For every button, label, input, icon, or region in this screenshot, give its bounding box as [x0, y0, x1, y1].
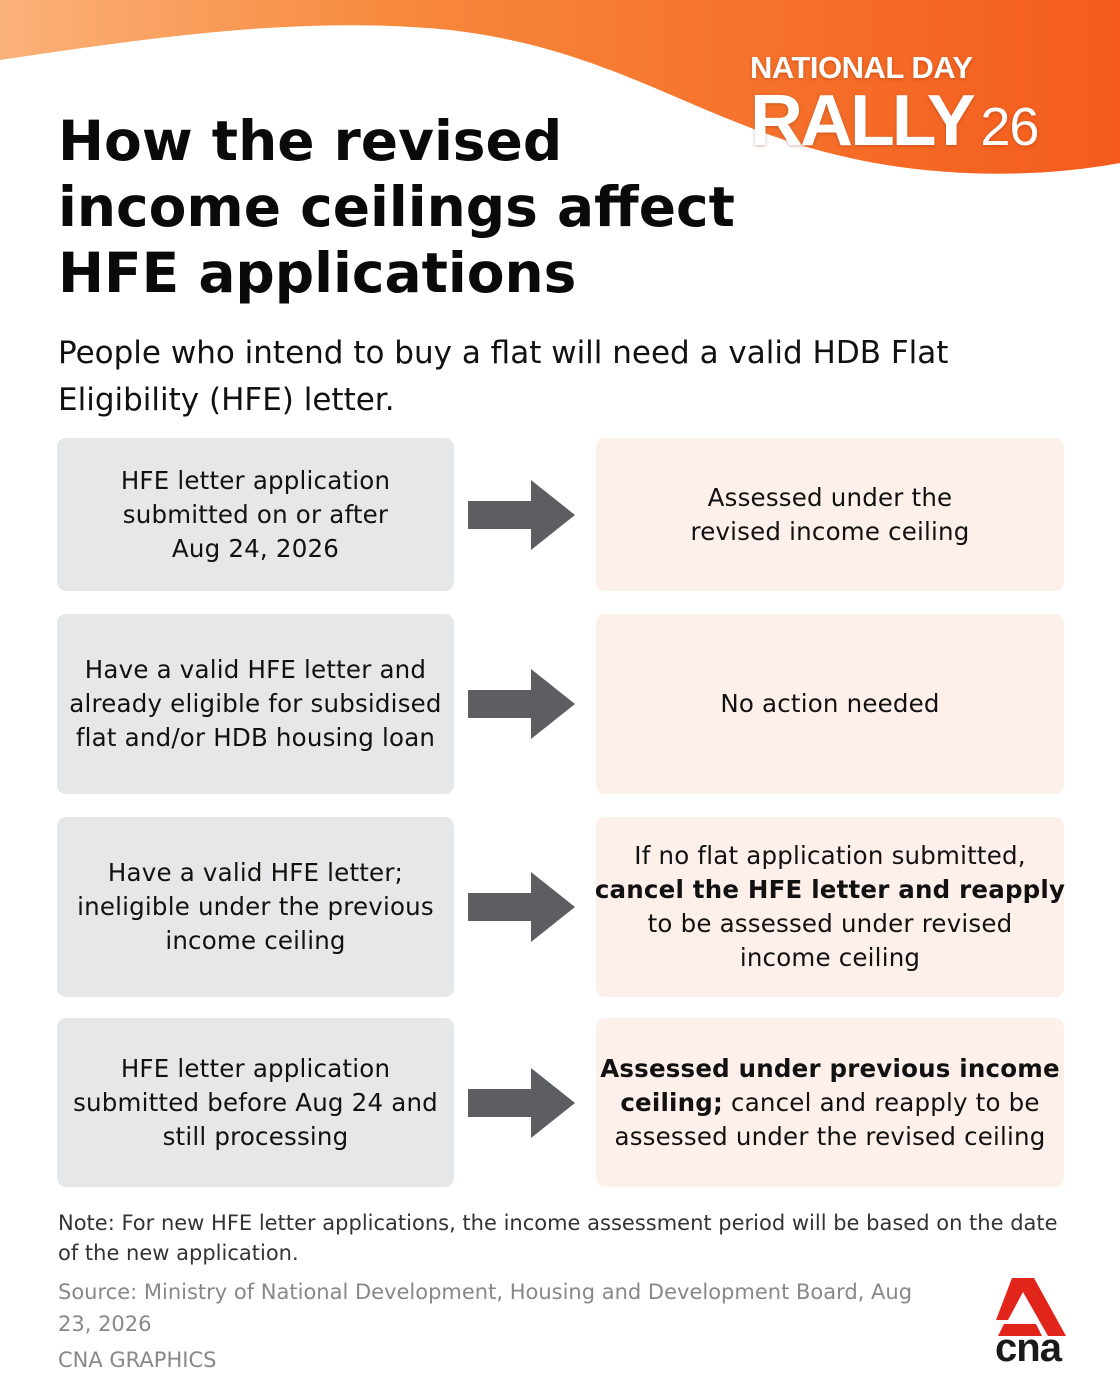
- condition-text: Have a valid HFE letter and: [84, 655, 427, 684]
- flow-row: [57, 438, 1064, 591]
- condition-text: flat and/or HDB housing loan: [75, 723, 436, 752]
- outcome-box: [596, 1018, 1064, 1187]
- condition-box: [57, 1018, 454, 1187]
- outcome-text: Assessed under the: [707, 482, 953, 512]
- right-arrow-icon: [468, 872, 575, 942]
- outcome-text: revised income ceiling: [690, 516, 970, 546]
- outcome-text: If no flat application submitted,: [634, 841, 1026, 870]
- outcome-text: assessed under the revised ceiling: [614, 1121, 1046, 1151]
- note-text: Note: For new HFE letter applications, the income assessment period will be based on the date of the new application.: [58, 1211, 1058, 1265]
- logo-year-text: 26: [980, 97, 1039, 157]
- condition-text: HFE letter application: [120, 465, 391, 495]
- flow-row: [57, 614, 1064, 794]
- right-arrow-icon: [468, 480, 575, 550]
- outcome-text: No action needed: [720, 689, 940, 718]
- title-line: HFE applications: [58, 241, 577, 305]
- condition-text: submitted on or after: [122, 499, 389, 529]
- subtitle: People who intend to buy a flat will need a valid HDB Flat Eligibility (HFE) letter.: [58, 335, 949, 418]
- right-arrow-icon: [468, 669, 575, 739]
- flow-row: [57, 817, 1064, 997]
- outcome-text: cancel and reapply to be: [723, 1087, 1040, 1117]
- outcome-box: [596, 817, 1064, 997]
- outcome-emphasis-text: ceiling;: [620, 1087, 724, 1117]
- condition-text: income ceiling: [165, 926, 346, 955]
- national-day-rally-logo: [750, 50, 1039, 161]
- condition-text: submitted before Aug 24 and: [73, 1087, 438, 1117]
- condition-text: HFE letter application: [120, 1053, 391, 1083]
- condition-box: [57, 438, 454, 591]
- outcome-mixed-line: [600, 1086, 1060, 1120]
- condition-box: [57, 817, 454, 997]
- logo-rally-text: RALLY: [750, 81, 973, 161]
- right-arrow-icon: [468, 1068, 575, 1138]
- title-line: income ceilings affect: [58, 175, 735, 239]
- outcome-box: [596, 614, 1064, 794]
- outcome-emphasis-text: Assessed under previous income: [600, 1053, 1060, 1083]
- cna-wordmark: cna: [995, 1326, 1061, 1370]
- logo-national-day-text: NATIONAL DAY: [750, 50, 973, 85]
- flow-row: [57, 1018, 1064, 1187]
- condition-text: still processing: [162, 1121, 349, 1151]
- condition-text: Aug 24, 2026: [171, 533, 340, 563]
- condition-text: already eligible for subsidised: [69, 689, 442, 718]
- source-text: Source: Ministry of National Development, Housing and Development Board, Aug 23, 2026: [58, 1280, 913, 1336]
- condition-text: ineligible under the previous: [77, 892, 434, 921]
- credit-text: CNA GRAPHICS: [58, 1348, 217, 1372]
- outcome-emphasis-text: cancel the HFE letter and reapply: [594, 875, 1066, 904]
- condition-box: [57, 614, 454, 794]
- outcome-text: income ceiling: [739, 943, 921, 972]
- outcome-box: [596, 438, 1064, 591]
- page-title: [58, 108, 735, 306]
- condition-text: Have a valid HFE letter;: [107, 858, 404, 887]
- outcome-text: to be assessed under revised: [647, 909, 1013, 938]
- title-line: How the revised: [58, 109, 563, 173]
